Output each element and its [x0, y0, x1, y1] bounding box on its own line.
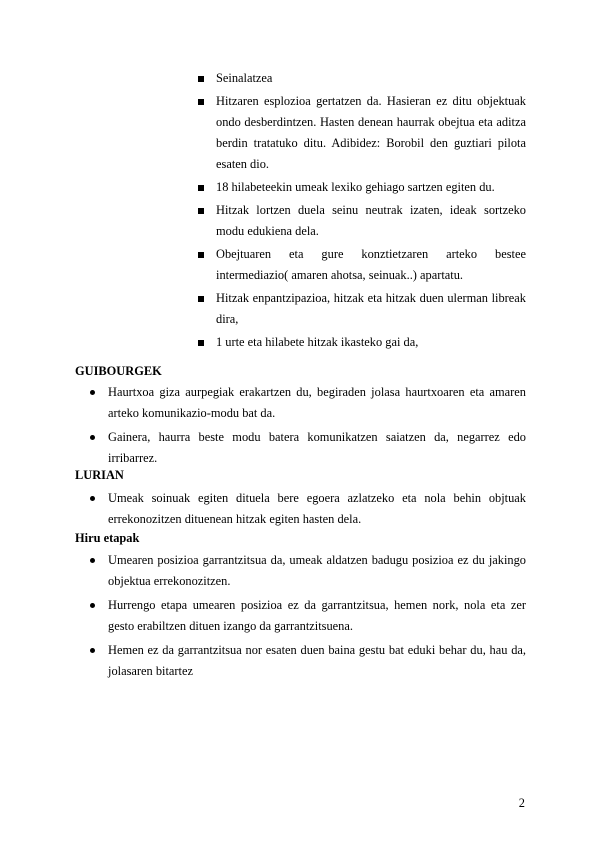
list-item	[86, 550, 526, 592]
page-number: 2	[518, 796, 525, 810]
hiru-etapak-list	[86, 550, 526, 682]
list-item-text: 18 hilabeteekin umeak lexiko gehiago sartzen egiten du.	[216, 180, 495, 194]
square-bullet-icon	[198, 185, 204, 191]
list-item-text: Hitzak lortzen duela seinu neutrak izaten, ideak sortzeko modu edukiena dela.	[216, 203, 526, 238]
list-item-text: Hemen ez da garrantzitsua nor esaten duen baina gestu bat eduki behar du, hau da, jolasaren bitartez	[108, 643, 526, 678]
list-item-text: Hurrengo etapa umearen posizioa ez da garrantzitsua, hemen nork, nola eta zer gesto erabiltzen dituen izango da garrantzitsuena.	[108, 598, 526, 633]
list-item	[86, 488, 526, 530]
round-bullet-icon	[90, 435, 95, 440]
list-item-text: 1 urte eta hilabete hitzak ikasteko gai da,	[216, 335, 419, 349]
round-bullet-icon	[90, 496, 95, 501]
round-bullet-icon	[90, 648, 95, 653]
square-bullet-icon	[198, 208, 204, 214]
list-item	[86, 382, 526, 424]
square-bullet-icon	[198, 252, 204, 258]
list-item	[198, 68, 526, 89]
list-item-text: Obejtuaren eta gure konztietzaren arteko bestee intermediazio( amaren ahotsa, seinuak..) apartatu.	[216, 247, 526, 282]
list-item-text: Gainera, haurra beste modu batera komunikatzen saiatzen da, negarrez edo irribarrez.	[108, 430, 526, 465]
list-item	[198, 91, 526, 175]
list-item-text: Hitzaren esplozioa gertatzen da. Hasieran ez ditu objektuak ondo desberdintzen. Hasten denean haurrak obejtua eta aditza berdin tratatuko ditu. Adibidez: Borobil den guztiari pilota esaten dio.	[216, 94, 526, 171]
square-bullet-icon	[198, 340, 204, 346]
square-bullet-icon	[198, 76, 204, 82]
section1-list	[198, 68, 526, 353]
round-bullet-icon	[90, 603, 95, 608]
list-item	[86, 640, 526, 682]
list-item-text: Seinalatzea	[216, 71, 273, 85]
list-item	[198, 177, 526, 198]
square-bullet-icon	[198, 99, 204, 105]
list-item-text: Umeak soinuak egiten dituela bere egoera azlatzeko eta nola behin objtuak errekonozitzen dituenean hitzak egiten hasten dela.	[108, 491, 526, 526]
list-item	[198, 244, 526, 286]
round-bullet-icon	[90, 558, 95, 563]
section-heading-lurian: LURIAN	[75, 468, 124, 482]
list-item	[86, 595, 526, 637]
section-heading-hiru-etapak: Hiru etapak	[75, 531, 140, 545]
list-item-text: Haurtxoa giza aurpegiak erakartzen du, begiraden jolasa haurtxoaren eta amaren arteko komunikazio-modu bat da.	[108, 385, 526, 420]
list-item	[198, 200, 526, 242]
lurian-list	[86, 488, 526, 530]
list-item	[86, 427, 526, 469]
list-item-text: Hitzak enpantzipazioa, hitzak eta hitzak duen ulerman libreak dira,	[216, 291, 526, 326]
list-item	[198, 332, 526, 353]
round-bullet-icon	[90, 390, 95, 395]
guibourgek-list	[86, 382, 526, 469]
list-item	[198, 288, 526, 330]
section-heading-guibourgek: GUIBOURGEK	[75, 364, 162, 378]
square-bullet-icon	[198, 296, 204, 302]
list-item-text: Umearen posizioa garrantzitsua da, umeak aldatzen badugu posizioa ez du jakingo objektua errekonozitzen.	[108, 553, 526, 588]
